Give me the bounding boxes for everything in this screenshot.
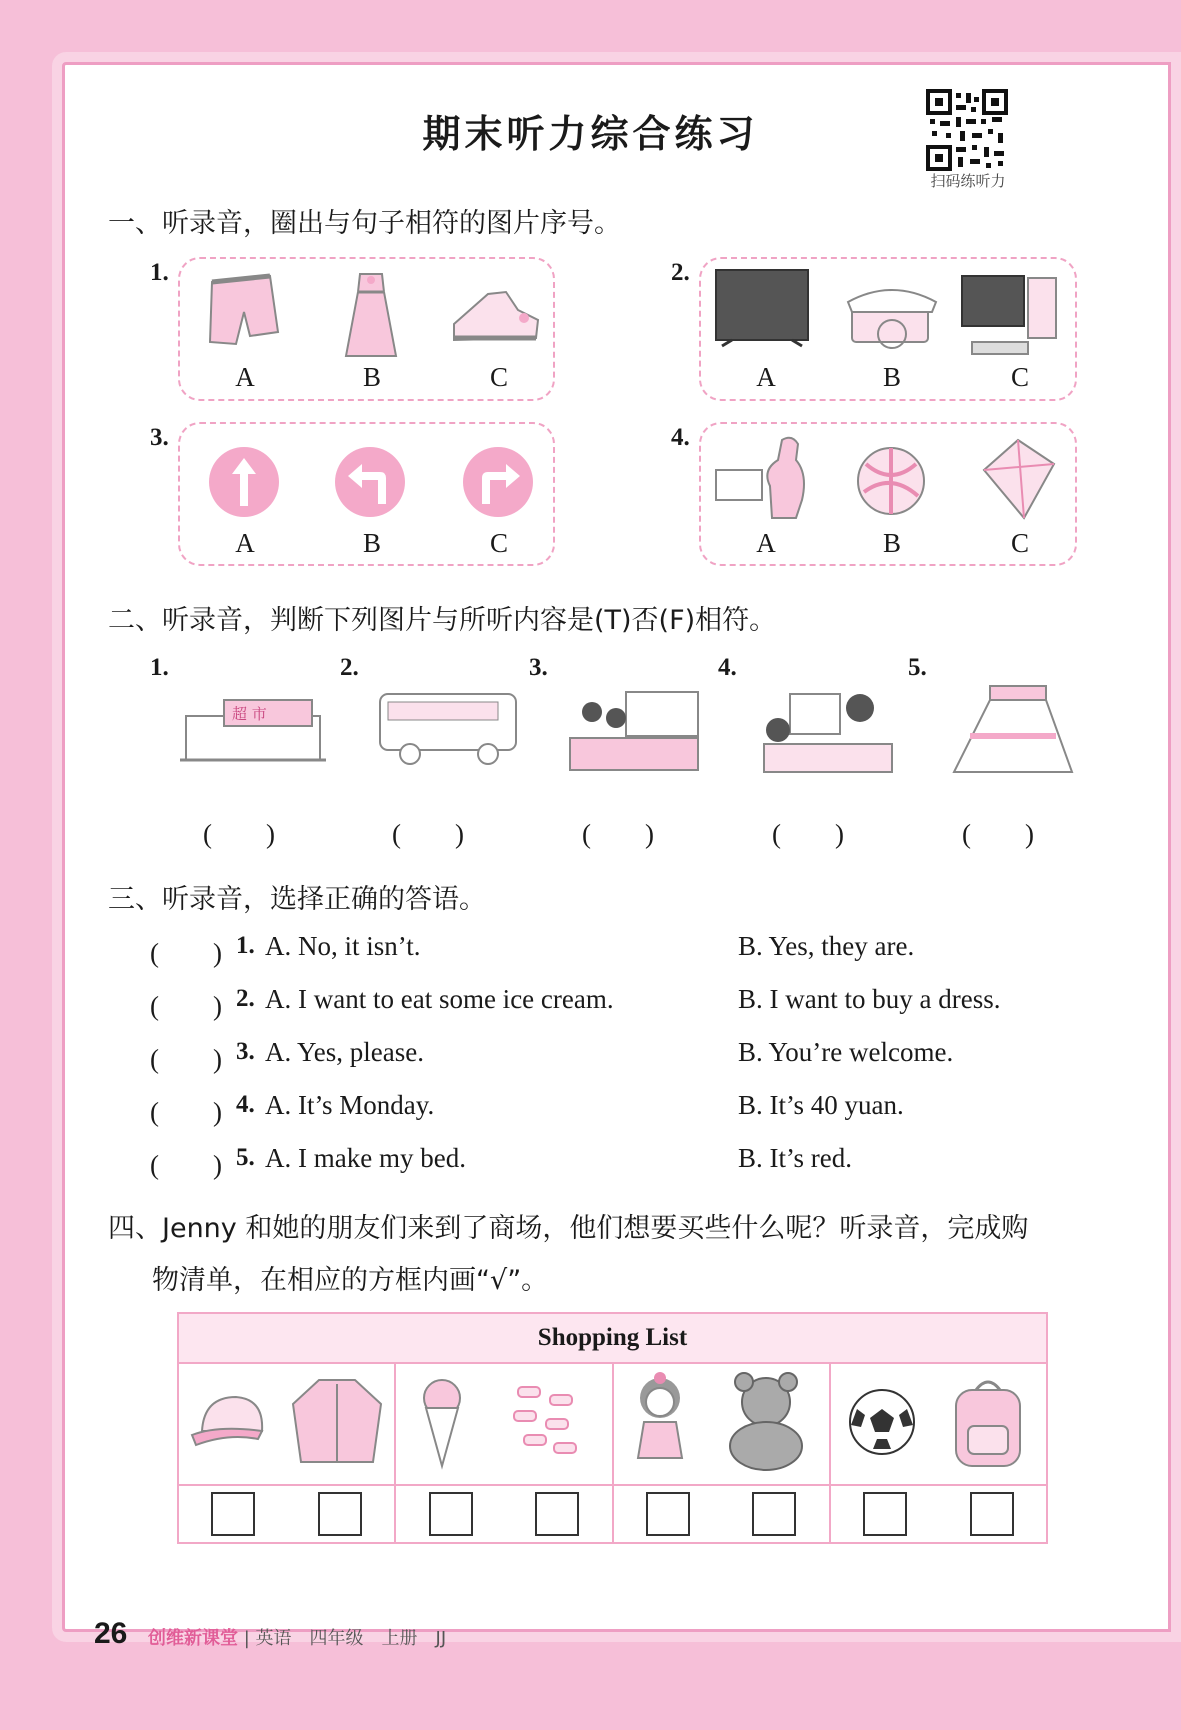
option-label: A [756,528,776,558]
dress-icon [336,270,406,366]
checkbox-football[interactable] [863,1492,907,1536]
answer-parentheses[interactable]: ( ) [582,819,654,849]
checkbox-backpack[interactable] [970,1492,1014,1536]
option-label: A [756,362,776,392]
option-a: A. It’s Monday. [265,1090,435,1120]
option-a: A. No, it isn’t. [265,931,421,961]
question-number: 1. [236,932,255,959]
qr-caption: 扫码练听力 [930,172,1006,190]
footer-brand: 创维新课堂 [148,1628,238,1649]
item-number: 2. [340,654,359,681]
answer-parentheses[interactable]: ( ) [150,1097,222,1127]
option-label: B [882,362,901,392]
skirt-icon [950,676,1076,784]
answer-parentheses[interactable]: ( ) [150,1150,222,1180]
shopping-list-table [177,1312,1048,1544]
question-number: 2. [236,985,255,1012]
checkbox-cell [178,1485,395,1543]
sneaker-icon [448,280,542,358]
item-number: 3. [529,654,548,681]
tv-icon [712,266,812,362]
checkbox-candy[interactable] [535,1492,579,1536]
supermarket-sign: 超 市 [232,705,267,723]
checkbox-cell [830,1485,1047,1543]
jacket-icon [289,1374,385,1474]
shorts-icon [200,272,290,361]
qr-code[interactable] [926,89,1008,171]
section4-heading-line1: 四、Jenny 和她的朋友们来到了商场，他们想要买些什么呢？听录音，完成购 [108,1213,1029,1244]
answer-parentheses[interactable]: ( ) [150,991,222,1021]
option-b: B. Yes, they are. [738,931,915,961]
option-label: C [489,528,508,558]
option-label: B [362,362,381,392]
page-title: 期末听力综合练习 [422,112,759,156]
item-number: 4. [718,654,737,681]
option-b: B. I want to buy a dress. [738,984,1001,1014]
section1-heading: 一、听录音，圈出与句子相符的图片序号。 [108,208,621,239]
candy-icon [508,1377,588,1471]
ball-icon [856,446,926,520]
question-number: 3. [236,1038,255,1065]
item-group [395,1363,612,1485]
option-a: A. Yes, please. [265,1037,424,1067]
answer-parentheses[interactable]: ( ) [772,819,844,849]
question-number: 1. [150,259,169,286]
supermarket-icon [176,690,330,768]
option-label: A [235,362,255,392]
checkbox-cap[interactable] [211,1492,255,1536]
question-number: 2. [671,259,690,286]
answer-parentheses[interactable]: ( ) [150,938,222,968]
cinema-icon [566,688,702,778]
checkbox-jacket[interactable] [318,1492,362,1536]
question-number: 4. [236,1091,255,1118]
footer-details: | 英语 四年级 上册 JJ [243,1628,447,1649]
checkbox-ice-cream[interactable] [429,1492,473,1536]
option-label: C [1010,362,1029,392]
turn-right-icon [462,446,534,522]
answer-parentheses[interactable]: ( ) [203,819,275,849]
item-group [613,1363,830,1485]
computer-icon [958,272,1062,366]
turn-left-icon [334,446,406,522]
option-label: B [882,528,901,558]
backpack-icon [946,1374,1030,1474]
option-a: A. I make my bed. [265,1143,466,1173]
item-group [178,1363,395,1485]
answer-parentheses[interactable]: ( ) [392,819,464,849]
dinosaur-icon [712,430,822,530]
option-label: C [1010,528,1029,558]
doll-icon [628,1372,692,1476]
bus-icon [376,686,522,772]
answer-parentheses[interactable]: ( ) [150,1044,222,1074]
shopping-list-title: Shopping List [178,1313,1047,1363]
answer-parentheses[interactable]: ( ) [962,819,1034,849]
option-label: C [489,362,508,392]
item-number: 5. [908,654,927,681]
question-number: 5. [236,1144,255,1171]
football-icon [847,1387,917,1461]
section4-heading-line2: 物清单，在相应的方框内画“√”。 [152,1265,549,1296]
arrow-up-icon [208,446,280,522]
section2-heading: 二、听录音，判断下列图片与所听内容是(T)否(F)相符。 [108,605,777,636]
teddy-bear-icon [718,1372,814,1476]
item-number: 1. [150,654,169,681]
kids-at-computer-icon [760,684,896,780]
question-number: 3. [150,424,169,451]
checkbox-teddy-bear[interactable] [752,1492,796,1536]
option-label: A [235,528,255,558]
ice-cream-icon [420,1374,464,1474]
footer-info [148,1624,446,1650]
page-number: 26 [94,1617,128,1650]
option-b: B. It’s 40 yuan. [738,1090,904,1120]
section3-heading: 三、听录音，选择正确的答语。 [108,884,486,915]
option-label: B [362,528,381,558]
question-number: 4. [671,424,690,451]
checkbox-doll[interactable] [646,1492,690,1536]
option-b: B. You’re welcome. [738,1037,954,1067]
item-group [830,1363,1047,1485]
cap-icon [188,1387,272,1461]
option-a: A. I want to eat some ice cream. [265,984,614,1014]
option-b: B. It’s red. [738,1143,852,1173]
checkbox-cell [395,1485,612,1543]
kite-icon [974,434,1064,528]
telephone-icon [842,276,942,360]
checkbox-cell [613,1485,830,1543]
